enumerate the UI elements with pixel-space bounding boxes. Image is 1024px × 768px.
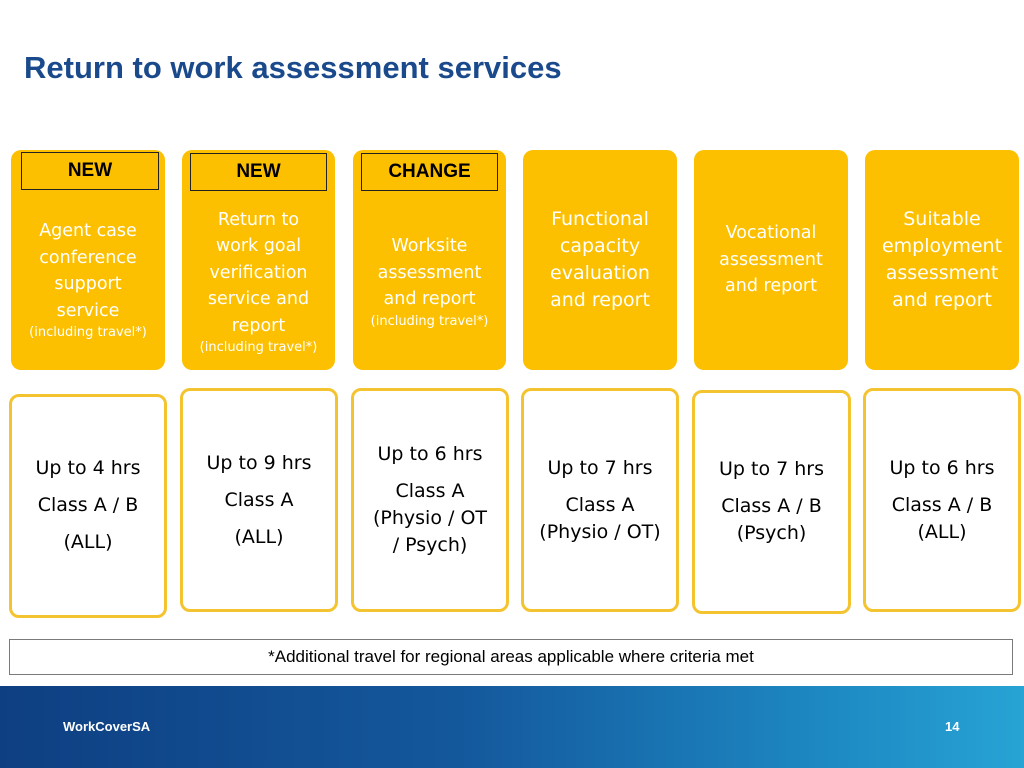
service-hours-box: [351, 388, 509, 612]
service-title-line: employment: [881, 235, 1003, 257]
service-title-line: Suitable: [903, 208, 981, 230]
class-text: Class A / B: [891, 494, 993, 516]
service-title-line: Vocational: [725, 223, 817, 244]
class-text: (Psych): [736, 522, 807, 544]
footer-brand: WorkCoverSA: [63, 719, 151, 734]
service-card-functional-capacity: [523, 150, 677, 370]
class-text: (ALL): [234, 526, 284, 548]
page-number: 14: [945, 719, 960, 734]
hours-text: Up to 6 hrs: [889, 457, 995, 479]
hours-text: Up to 6 hrs: [377, 443, 483, 465]
service-hours-box: [863, 388, 1021, 612]
class-text: Class A / B: [721, 495, 822, 517]
service-title-line: Agent case: [39, 221, 137, 241]
service-travel-note: (including travel*): [370, 313, 489, 329]
new-badge: NEW: [21, 152, 159, 190]
travel-footnote: *Additional travel for regional areas applicable where criteria met: [9, 639, 1013, 675]
class-text: / Psych): [392, 534, 468, 556]
service-title-line: evaluation: [550, 262, 650, 284]
service-title-line: support: [54, 274, 122, 294]
class-text: Class A: [224, 489, 294, 511]
class-text: Class A: [565, 494, 635, 516]
hours-text: Up to 4 hrs: [35, 457, 141, 479]
hours-text: Up to 9 hrs: [206, 452, 312, 474]
service-title-line: and report: [383, 289, 476, 310]
service-title-line: work goal: [215, 236, 302, 257]
class-text: Class A: [395, 480, 465, 502]
footer-bar: [0, 686, 1024, 768]
service-hours-box: [521, 388, 679, 612]
service-hours-box: [9, 394, 167, 618]
class-text: (ALL): [63, 531, 113, 553]
service-card-vocational-assessment: [694, 150, 848, 370]
hours-text: Up to 7 hrs: [547, 457, 653, 479]
class-text: (Physio / OT: [373, 507, 487, 529]
new-badge: NEW: [190, 153, 327, 191]
service-title-line: and report: [550, 289, 650, 311]
service-title-line: service: [56, 300, 120, 321]
service-title-line: report: [231, 315, 286, 336]
service-title-line: Return to: [217, 209, 300, 230]
service-title-line: assessment: [885, 262, 999, 284]
service-travel-note: (including travel*): [29, 325, 147, 340]
service-travel-note: (including travel*): [199, 340, 318, 356]
service-title-line: assessment: [719, 249, 823, 270]
class-text: Class A / B: [37, 494, 139, 516]
change-badge: CHANGE: [361, 153, 498, 191]
service-title-line: Worksite: [391, 236, 468, 257]
service-title-line: verification: [209, 262, 308, 283]
service-hours-box: [180, 388, 338, 612]
class-text: (ALL): [917, 521, 967, 543]
page-title: Return to work assessment services: [24, 50, 562, 85]
service-title-line: and report: [892, 289, 992, 311]
service-title-line: assessment: [377, 262, 482, 283]
hours-text: Up to 7 hrs: [718, 458, 824, 480]
service-hours-box: [692, 390, 851, 614]
service-title-line: Functional: [551, 208, 649, 230]
service-title-line: and report: [725, 276, 817, 297]
service-title-line: service and: [207, 289, 310, 310]
service-title-line: capacity: [559, 235, 641, 257]
service-card-suitable-employment: [865, 150, 1019, 370]
service-title-line: conference: [39, 247, 137, 268]
class-text: (Physio / OT): [539, 521, 661, 543]
